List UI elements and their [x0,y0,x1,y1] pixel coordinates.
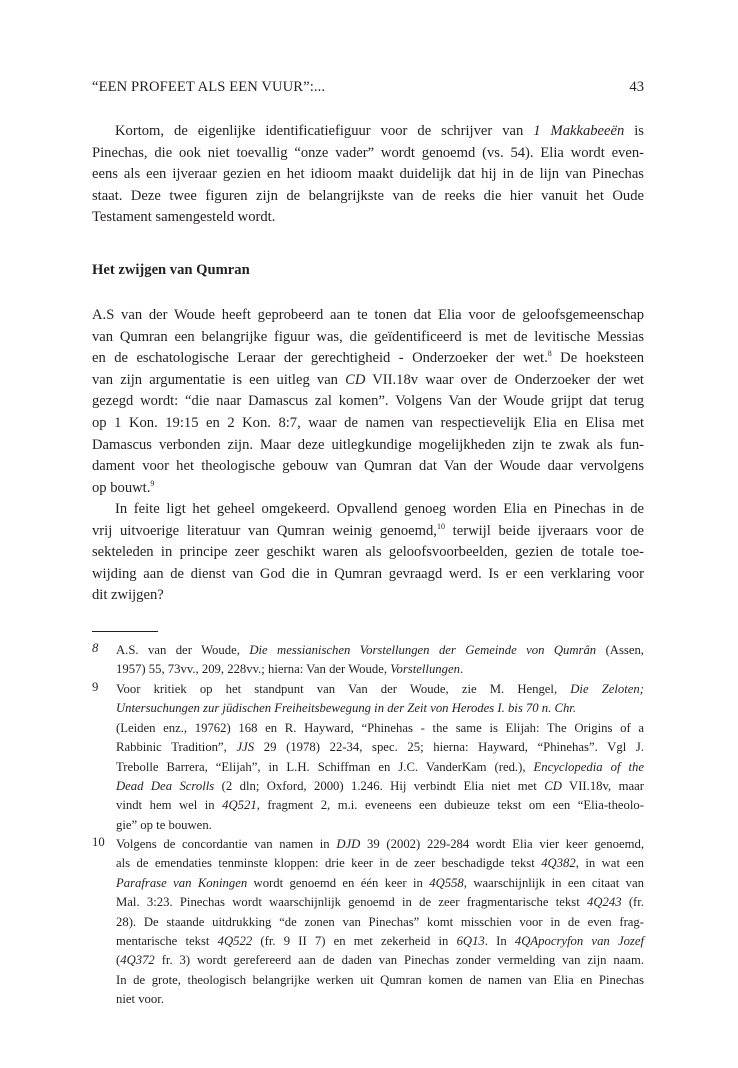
text-span: fr. 3) wordt gerefereerd aan de daden van Pinechas zonder vermelding van zijn naam. [154,953,644,968]
text-span: van zijn argumentatie is een uitleg van [92,371,346,388]
text-span: ( [116,953,121,968]
book-title: 4QApocryfon van Jozef [514,933,645,948]
book-title: 1 Makkabeeën [533,123,625,139]
abbrev-cd: CD [345,371,366,388]
text-span: terwijl beide ijveraars voor de [444,522,644,539]
footnote-line [116,893,644,912]
footnote-body [116,835,644,1010]
footnote-line [116,680,644,699]
paragraph-1 [92,121,644,229]
text-line: op 1 Kon. 19:15 en 2 Kon. 8:7, waar de namen van respectievelijk Elia en Elisa met [92,414,644,431]
footnote-line: gie” op te bouwen. [116,817,212,832]
footnote-line: In de grote, theologisch belangrijke werken uit Qumran komen de namen van Elia en Pinechas [116,972,644,987]
text-span: Voor kritiek op het standpunt van Van der Woude, zie M. Hengel, [116,682,571,696]
paragraph-3 [92,499,644,607]
footnote-line: niet voor. [116,992,164,1007]
footnote-line [116,854,644,873]
text-span: Kortom, de eigenlijke identificatiefiguur voor de schrijver van [115,123,534,139]
text-line: staat. Deze twee figuren zijn de belangrijkste van de reeks die hier vanuit het Oude [92,187,644,204]
footnote-body [116,680,644,835]
abbrev-cd: CD [544,778,562,793]
running-head [92,79,644,101]
text-span: (Assen, [596,643,644,657]
text-span: is [624,123,644,139]
text-span: . In [484,933,515,948]
footnote-ref-10[interactable]: 10 [436,521,445,531]
text-span: als de emendaties tenminste kloppen: drie keer in de zeer beschadigde tekst [116,856,542,871]
text-span: 1957) 55, 73vv., 209, 228vv.; hierna: Van der Woude, [116,662,391,677]
footnote-line [116,951,644,970]
footnote-line [116,777,644,796]
text-span: op bouwt. [92,479,151,496]
footnote-line [116,758,644,777]
text-line: In feite ligt het geheel omgekeerd. Opvallend genoeg worden Elia en Pinechas in de [115,501,644,517]
text-span: vrij uitvoerige literatuur van Qumran weinig genoemd, [92,522,437,539]
manuscript-siglum: 4Q521 [222,798,257,813]
text-line: dit zwijgen? [92,587,164,604]
text-span: Mal. 3:23. Pinechas wordt waarschijnlijk genoemd in de zeer fragmentarische tekst [116,895,588,910]
text-span: (2 dln; Oxford, 2000) 1.246. Hij verbindt Elia niet met [214,778,545,793]
footnote-ref-9[interactable]: 9 [150,478,155,488]
footnote-line [116,738,644,757]
paragraph-2 [92,305,644,499]
text-span: . [459,662,464,677]
page-number: 43 [629,79,644,95]
book-title: Encyclopedia of the [533,759,644,774]
footnote-line [116,641,644,660]
text-line [92,521,644,543]
footnote-line: 28). De staande uitdrukking “de zonen van Pinechas” komt misschien voor in de even frag- [116,914,644,929]
text-line: gezegd wordt: “die naar Damascus zal komen”. Volgens Van der Woude grijpt dat terug [92,393,644,410]
manuscript-siglum: 4Q522 [217,933,253,948]
text-span: A.S. van der Woude, [116,643,250,657]
footnote-line [116,835,644,854]
book-title: Die messianischen Vorstellungen der Gemeinde von Qumrân [249,643,597,657]
section-heading: Het zwijgen van Qumran [92,262,250,278]
text-line: sekteleden in principe zeer geschikt waren als geloofsvoorbeelden, gezien de totale toe- [92,544,644,561]
text-span: Rabbinic Tradition”, [116,740,237,755]
footnote-line: (Leiden enz., 19762) 168 en R. Hayward, “Phinehas - the same is Elijah: The Origins of a [116,720,644,735]
text-span: VII.18v, maar [561,778,644,793]
book-title: Die Zeloten; [570,682,644,696]
text-span: (fr. 9 II 7) en met zekerheid in [252,933,457,948]
footnote-line [116,874,644,893]
text-span: Trebolle Barrera, “Elijah”, in L.H. Schiffman en J.C. VanderKam (red.), [116,759,534,774]
manuscript-siglum: 4Q243 [587,895,622,910]
manuscript-siglum: 4Q372 [120,953,155,968]
text-span: 29 (1978) 22-34, spec. 25; hierna: Hayward, “Phinehas”. Vgl J. [254,740,644,755]
text-line: van Qumran een belangrijke figuur was, die geïdentificeerd is met de levitische Messias [92,328,644,345]
footnote-number: 8 [92,641,99,655]
text-span: 39 (2002) 229-284 wordt Elia vier keer genoemd, [360,837,644,851]
text-line [92,121,644,143]
book-title: Parafrase van Koningen [116,875,248,890]
book-title: Dead Dea Scrolls [116,778,215,793]
footnote-number: 10 [92,835,105,849]
manuscript-siglum: 4Q382 [541,856,576,871]
footnote-line [116,660,644,679]
text-span: , fragment 2, m.i. eveneens een dubieuze tekst om een “Elia-theolo- [256,798,644,813]
footnote-line [116,699,644,718]
footnote-line [116,796,644,815]
text-line: dament voor het theologische gebouw van Qumran dat Van der Woude daar vervolgens [92,458,644,475]
book-title: Untersuchungen zur jüdischen Freiheitsbewegung in der Zeit von Herodes I. bis 70 n. Chr. [116,701,576,716]
text-span: , waarschijnlijk in een citaat van [463,875,644,890]
text-span: en de eschatologische Leraar der gerechtigheid - Onderzoeker der wet. [92,350,548,367]
text-line: eens als een ijveraar gezien en het idioom maakt duidelijk dat hij in de lijn van Pinechas [92,166,644,183]
text-line: A.S van der Woude heeft geprobeerd aan te tonen dat Elia voor de geloofsgemeenschap [92,307,644,323]
text-span: Volgens de concordantie van namen in [116,837,337,851]
book-title: Vorstellungen [390,662,460,677]
footnote-line [116,932,644,951]
text-span: (fr. [621,895,644,910]
footnote-body [116,641,644,680]
text-line: Pinechas, die ook niet toevallig “onze vader” wordt genoemd (vs. 54). Elia wordt even- [92,144,644,161]
text-span: mentarische tekst [116,933,218,948]
journal-abbrev: JJS [236,740,255,755]
text-line: wijding aan de dienst van God die in Qumran gevraagd werd. Is er een verklaring voor [92,565,644,582]
footnote-number: 9 [92,680,99,694]
text-line: Damascus verbonden zijn. Maar deze uitlegkundige mogelijkheden zijn te zwak als fun- [92,436,644,453]
footnote-separator [92,631,158,632]
manuscript-siglum: 6Q13 [456,933,485,948]
manuscript-siglum: 4Q558 [429,875,464,890]
series-abbrev: DJD [336,837,361,851]
text-span: De hoeksteen [551,350,644,367]
text-span: wordt genoemd en één keer in [247,875,430,890]
text-span: vindt hem wel in [116,798,223,813]
text-line [92,348,644,370]
text-line [92,478,644,500]
text-line [92,370,644,392]
text-span: VII.18v waar over de Onderzoeker der wet [365,371,644,388]
running-title: “EEN PROFEET ALS EEN VUUR”:... [92,79,326,95]
text-line: Testament samengesteld wordt. [92,209,276,226]
text-span: , in wat een [575,856,645,871]
footnote-ref-8[interactable]: 8 [547,349,552,359]
